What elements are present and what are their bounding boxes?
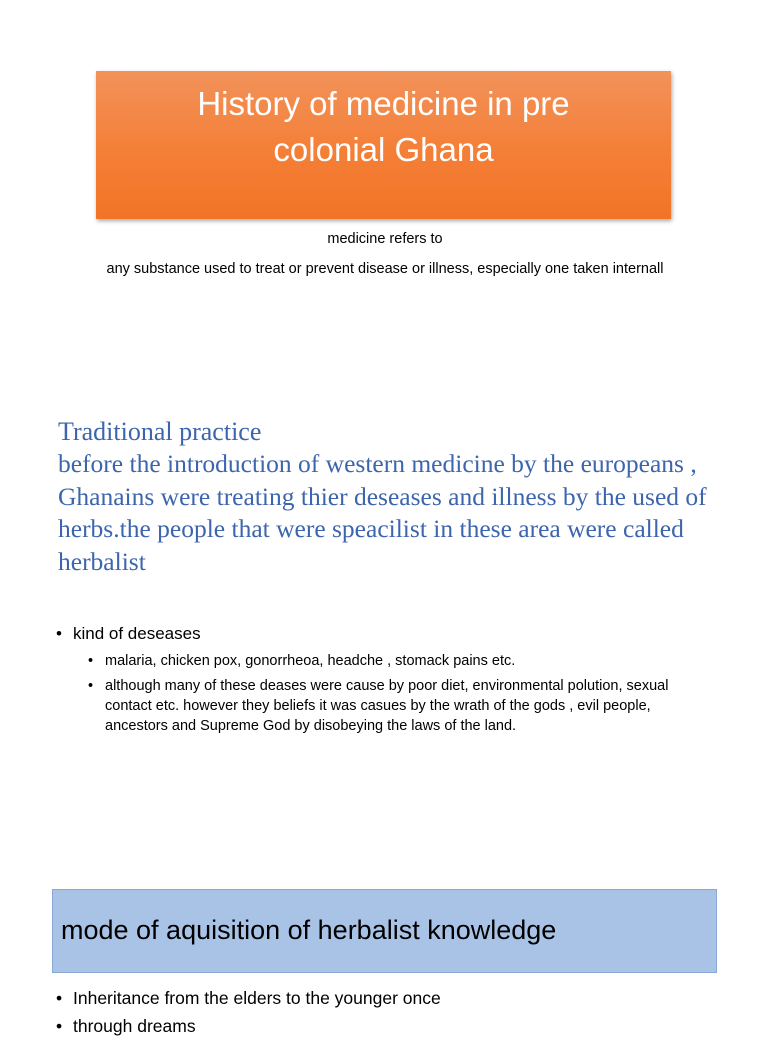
definition-heading: medicine refers to <box>327 231 443 247</box>
acquisition-heading: mode of aquisition of herbalist knowledge <box>61 915 557 945</box>
traditional-heading: Traditional practice <box>58 417 262 446</box>
bullet-icon: • <box>56 988 63 1008</box>
bullet-icon: • <box>56 1016 63 1036</box>
bullet-icon: • <box>88 653 94 669</box>
traditional-heading-clip <box>58 417 738 446</box>
list-item <box>56 984 736 1012</box>
diseases-list <box>56 622 716 736</box>
list-item <box>56 1012 736 1040</box>
definition-text: any substance used to treat or prevent disease or illness, especially one taken internall <box>106 261 664 277</box>
acquisition-banner <box>52 889 717 973</box>
diseases-heading: kind of deseases <box>73 624 201 643</box>
acquisition-list <box>56 984 736 1040</box>
title-line-1: History of medicine in pre <box>197 85 570 122</box>
bullet-icon: • <box>88 678 94 694</box>
acquisition-item-text: through dreams <box>73 1016 196 1036</box>
bullet-icon: • <box>56 624 62 643</box>
diseases-heading-item <box>56 622 716 646</box>
list-item <box>88 676 716 736</box>
acquisition-item-text: Inheritance from the elders to the younger once <box>73 988 441 1008</box>
definition-block <box>90 228 680 279</box>
disease-item-text: although many of these deases were cause by poor diet, environmental polution, sexual contact etc. however they beliefs it was casues by the wrath of the gods , evil people, ancestors and Supreme God by disobeying the laws of the land. <box>105 678 669 734</box>
title-banner <box>96 71 671 219</box>
list-item <box>88 651 716 671</box>
disease-item-text: malaria, chicken pox, gonorrheoa, headche , stomack pains etc. <box>105 653 516 669</box>
traditional-body: before the introduction of western medicine by the europeans , Ghanains were treating thier deseases and illness by the used of herbs.the people that were speacilist in these area were called herbalist <box>58 449 707 576</box>
title-line-2: colonial Ghana <box>273 131 494 168</box>
